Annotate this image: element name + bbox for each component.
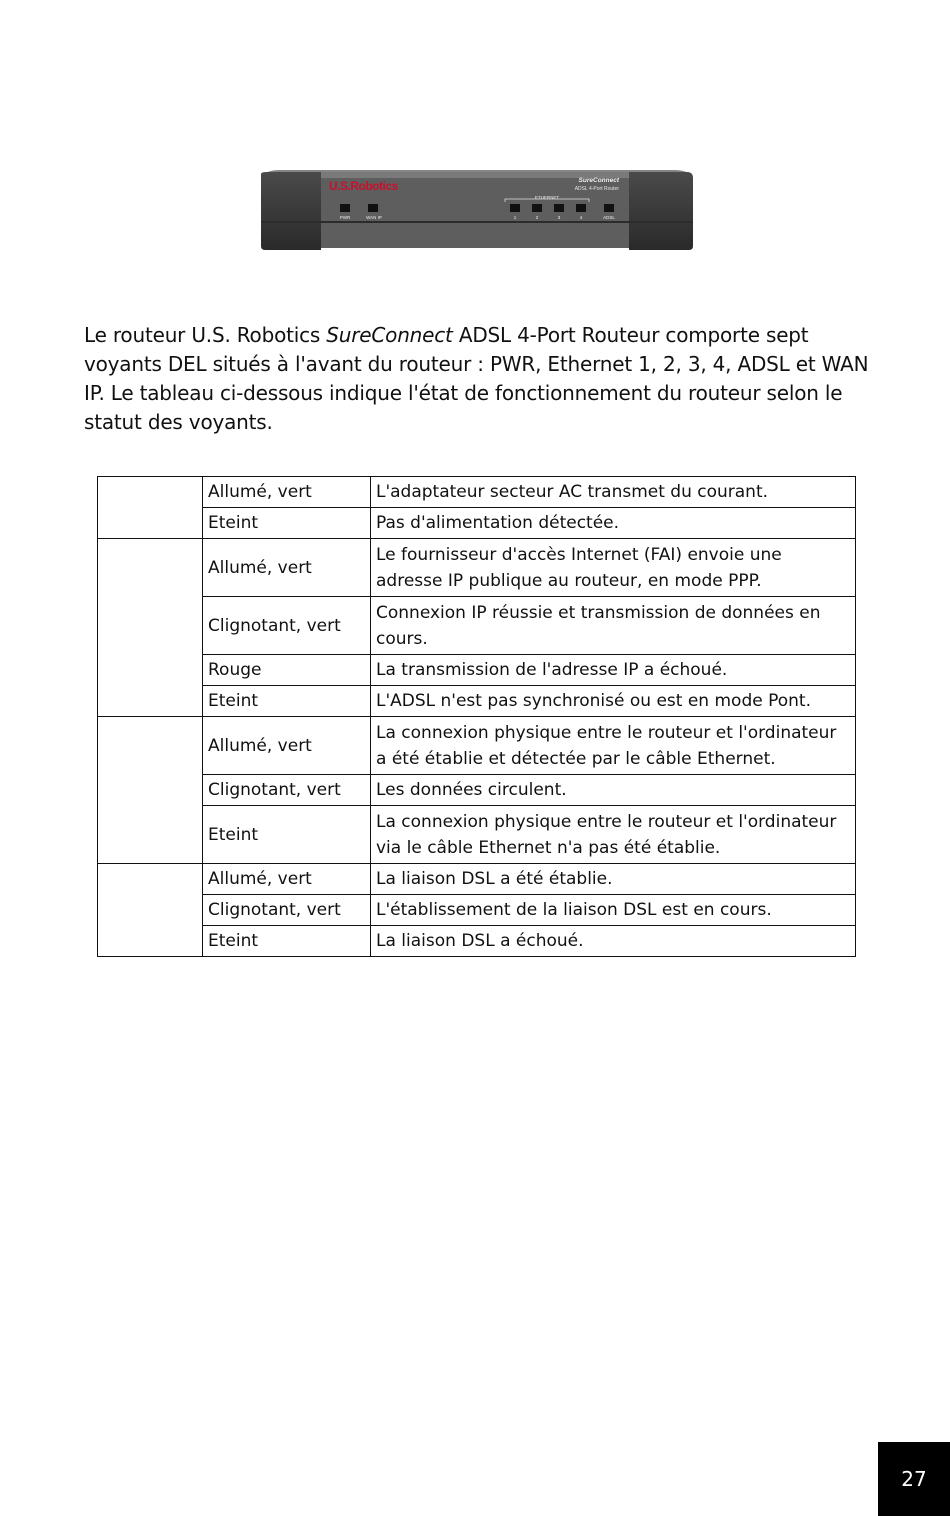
router-led-label-3: 3 [557, 215, 561, 220]
led-description-cell: La liaison DSL a échoué. [371, 926, 856, 957]
router-ethernet-label: ETHERNET [534, 195, 560, 200]
led-description-cell: La connexion physique entre le routeur et l'ordinateur a été établie et détectée par le câble Ethernet. [371, 717, 856, 775]
router-product-subtitle: ADSL 4-Port Router [574, 186, 619, 192]
table-row [98, 686, 856, 717]
router-led-label-adsl: ADSL [603, 215, 615, 220]
table-row [98, 539, 856, 597]
intro-text-part1: Le routeur U.S. Robotics [84, 323, 327, 347]
table-row [98, 717, 856, 775]
led-description-cell: L'établissement de la liaison DSL est en cours. [371, 895, 856, 926]
product-name-italic: SureConnect [326, 323, 453, 347]
led-state-cell: Eteint [203, 926, 371, 957]
led-description-cell: L'ADSL n'est pas synchronisé ou est en mode Pont. [371, 686, 856, 717]
led-state-cell: Rouge [203, 655, 371, 686]
led-state-cell: Eteint [203, 686, 371, 717]
table-row [98, 926, 856, 957]
intro-text-part2: ADSL 4-Port Routeur comporte sept voyants DEL situés à l'avant du routeur : PWR, Ethernet 1, 2, 3, 4, ADSL et WAN IP. Le tableau ci-dessous indique l'état de fonctionnement du routeur selon le statut des voyants. [84, 323, 869, 434]
router-led-label-pwr: PWR [339, 215, 351, 220]
led-state-cell: Eteint [203, 806, 371, 864]
router-led-label-4: 4 [579, 215, 583, 220]
led-description-cell: L'adaptateur secteur AC transmet du courant. [371, 477, 856, 508]
led-state-cell: Clignotant, vert [203, 597, 371, 655]
led-description-cell: Les données circulent. [371, 775, 856, 806]
led-state-cell: Eteint [203, 508, 371, 539]
led-state-cell: Allumé, vert [203, 477, 371, 508]
table-row [98, 864, 856, 895]
led-group-cell [98, 717, 203, 864]
led-group-cell [98, 539, 203, 717]
led-description-cell: La connexion physique entre le routeur et l'ordinateur via le câble Ethernet n'a pas été établie. [371, 806, 856, 864]
router-led-label-1: 1 [513, 215, 517, 220]
router-product-name: SureConnect [578, 177, 619, 184]
table-row [98, 477, 856, 508]
led-description-cell: La liaison DSL a été établie. [371, 864, 856, 895]
table-row [98, 806, 856, 864]
table-row [98, 508, 856, 539]
led-description-cell: Le fournisseur d'accès Internet (FAI) envoie une adresse IP publique au routeur, en mode PPP. [371, 539, 856, 597]
router-led-label-2: 2 [535, 215, 539, 220]
led-group-cell [98, 864, 203, 957]
router-brand-logo: U.S.Robotics [329, 179, 398, 193]
page-number-text: 27 [901, 1467, 927, 1491]
led-state-cell: Allumé, vert [203, 717, 371, 775]
led-state-cell: Allumé, vert [203, 539, 371, 597]
table-row [98, 655, 856, 686]
led-description-cell: Connexion IP réussie et transmission de données en cours. [371, 597, 856, 655]
table-row [98, 597, 856, 655]
router-led-label-wanip: WAN IP [366, 215, 382, 220]
table-row [98, 775, 856, 806]
led-description-cell: Pas d'alimentation détectée. [371, 508, 856, 539]
intro-paragraph [84, 321, 874, 437]
page-number [878, 1442, 950, 1516]
table-row [98, 895, 856, 926]
led-description-cell: La transmission de l'adresse IP a échoué. [371, 655, 856, 686]
led-state-cell: Clignotant, vert [203, 895, 371, 926]
led-state-cell: Clignotant, vert [203, 775, 371, 806]
router-front-panel-image [259, 168, 695, 252]
led-group-cell [98, 477, 203, 539]
led-state-cell: Allumé, vert [203, 864, 371, 895]
led-status-table [97, 476, 856, 957]
